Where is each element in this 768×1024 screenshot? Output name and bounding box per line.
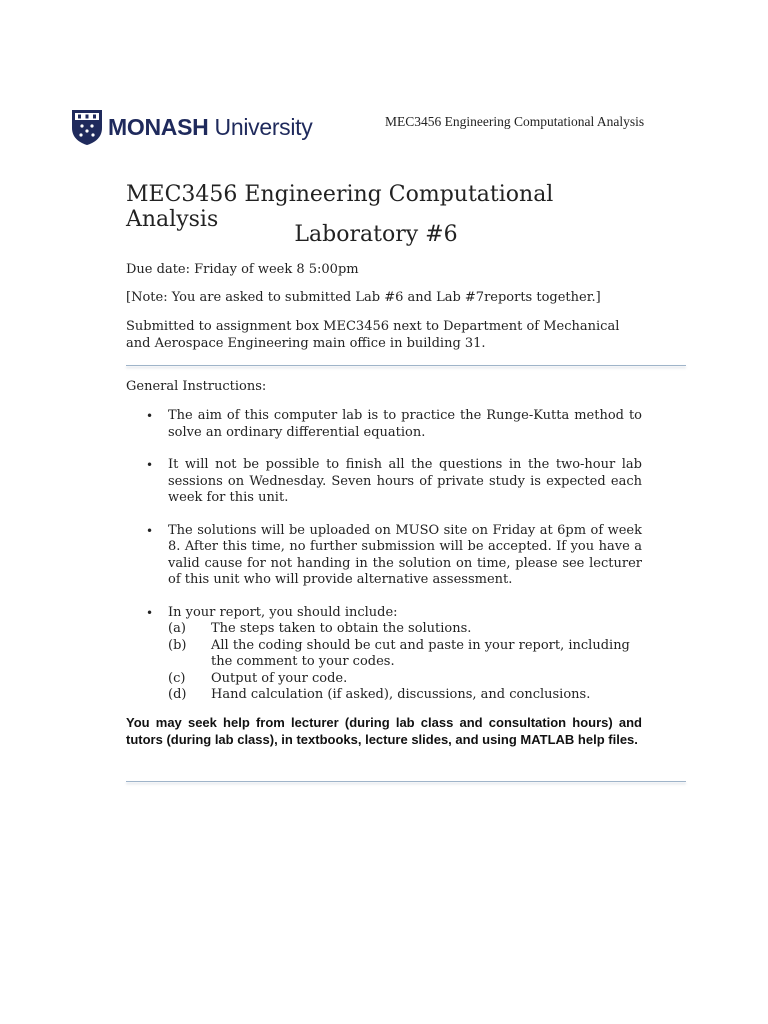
submission-location: Submitted to assignment box MEC3456 next to Department of Mechanical and Aerospace Engineering main office in building 31.: [126, 319, 620, 351]
report-item: [168, 638, 642, 671]
report-item: [168, 621, 642, 638]
report-item-label: (d): [168, 687, 187, 702]
report-item-text: Hand calculation (if asked), discussions, and conclusions.: [211, 687, 591, 702]
instructions-list: [126, 408, 642, 720]
logo-wordmark: [108, 114, 312, 141]
bullet-text: It will not be possible to finish all the questions in the two-hour lab sessions on Wednesday. Seven hours of private study is expected each week for this unit.: [168, 457, 642, 505]
document-subtitle: Laboratory #6: [294, 222, 458, 247]
list-item: [126, 523, 642, 589]
list-item: [126, 408, 642, 441]
report-items-list: [168, 621, 642, 704]
monash-crest-icon: [70, 108, 104, 146]
report-item-text: The steps taken to obtain the solutions.: [211, 621, 472, 636]
help-note: You may seek help from lecturer (during lab class and consultation hours) and tutors (during lab class), in textbooks, lecture slides, and using MATLAB help files.: [126, 715, 642, 747]
report-item: [168, 671, 642, 688]
logo-bold-text: MONASH: [108, 113, 209, 140]
report-item-label: (b): [168, 637, 187, 653]
report-item-label: (a): [168, 621, 186, 636]
report-item-text: All the coding should be cut and paste in your report, including the comment to your codes.: [211, 637, 630, 669]
due-date: Due date: Friday of week 8 5:00pm: [126, 262, 359, 277]
monash-logo: [70, 108, 312, 146]
section-divider-bottom: [126, 781, 686, 782]
section-divider-top: [126, 365, 686, 366]
report-item-label: (c): [168, 670, 186, 686]
bullet-icon: •: [146, 409, 154, 423]
document-title: MEC3456 Engineering Computational Analysis: [126, 182, 554, 232]
header-course-title: MEC3456 Engineering Computational Analysis: [385, 114, 645, 129]
submission-note: [Note: You are asked to submitted Lab #6 and Lab #7reports together.]: [126, 290, 601, 305]
bullet-text: In your report, you should include:: [168, 604, 398, 620]
bullet-text: The aim of this computer lab is to practice the Runge-Kutta method to solve an ordinary differential equation.: [168, 408, 642, 440]
bullet-icon: •: [146, 605, 154, 620]
logo-regular-text: University: [208, 113, 313, 140]
instructions-heading: General Instructions:: [126, 379, 267, 394]
report-item: [168, 687, 642, 704]
report-item-text: Output of your code.: [211, 670, 348, 686]
list-item: [126, 605, 642, 704]
bullet-icon: •: [146, 458, 154, 472]
bullet-icon: •: [146, 523, 154, 538]
bullet-text: The solutions will be uploaded on MUSO site on Friday at 6pm of week 8. After this time, no further submission will be accepted. If you have a valid cause for not handing in the solution on time, please see lecturer of this unit who will provide alternative assessment.: [168, 522, 642, 587]
list-item: [126, 457, 642, 507]
